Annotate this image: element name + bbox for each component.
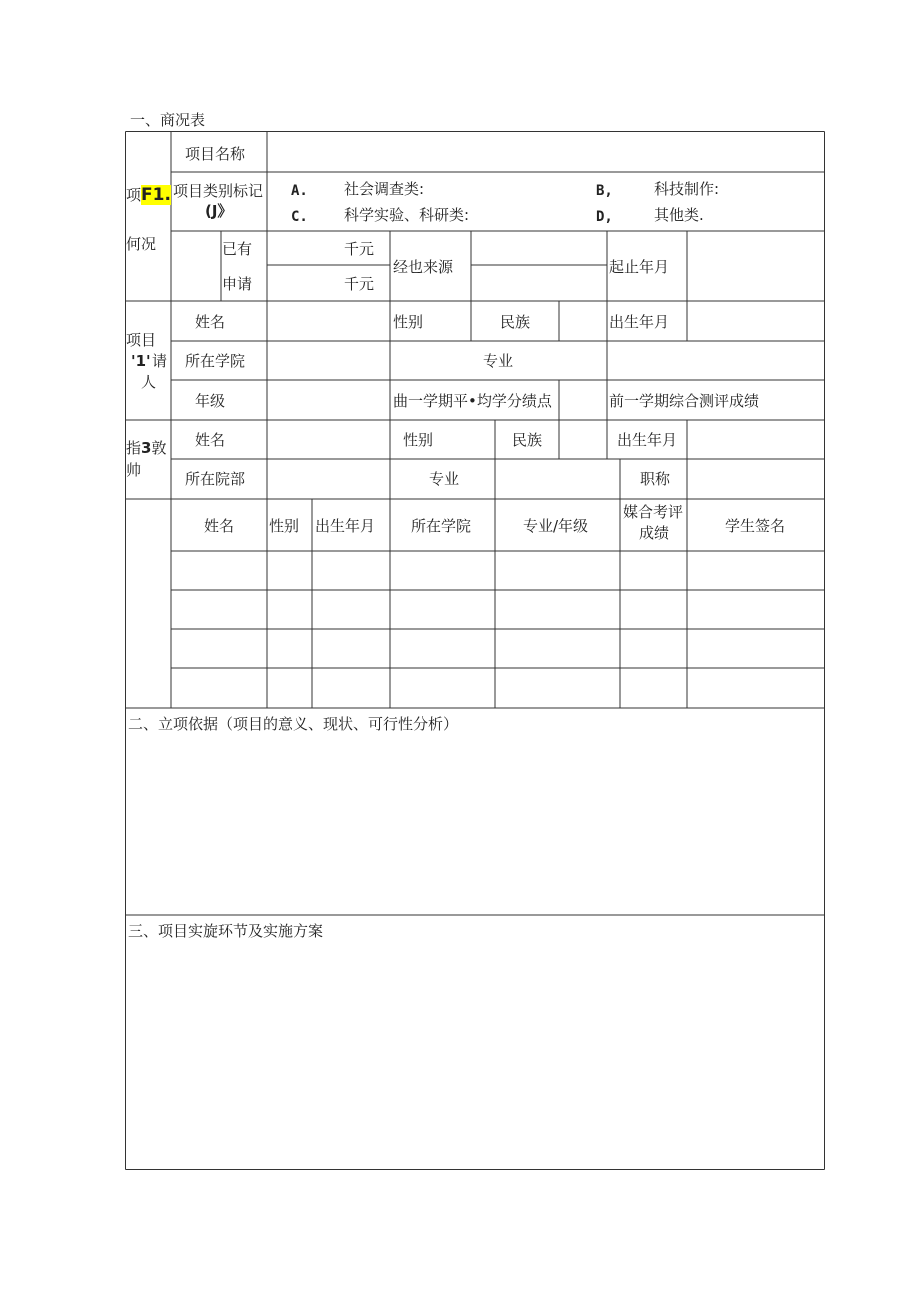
- project-side-label-2: 何况: [126, 235, 157, 253]
- option-a-letter: A.: [291, 183, 308, 199]
- application-form-table: [125, 131, 825, 1170]
- applicant-side-label-3: 请: [152, 352, 168, 370]
- advisor-gender-label: 性别: [403, 431, 434, 449]
- period-label: 起止年月: [609, 258, 670, 276]
- members-header-name: 姓名: [204, 517, 235, 535]
- applied-funds-label: 申请: [222, 275, 253, 293]
- applicant-side-label-2: '1': [131, 352, 151, 370]
- option-c-letter: C.: [291, 209, 308, 225]
- advisor-dept-label: 所在院部: [185, 470, 246, 488]
- applicant-side-label-4: 人: [141, 373, 157, 391]
- option-d-letter: D,: [596, 209, 613, 225]
- advisor-birth-label: 出生年月: [617, 431, 678, 449]
- advisor-title-label: 职称: [640, 470, 671, 488]
- section3-title: 三、项目实旋环节及实施方案: [128, 922, 324, 940]
- option-c-text: 科学实验、科研类:: [344, 206, 470, 224]
- funding-source-label: 经也来源: [393, 258, 454, 276]
- applicant-gender-label: 性别: [393, 313, 424, 331]
- existing-funds-unit: 千元: [344, 240, 375, 258]
- category-label: 项目类别标记: [173, 182, 264, 200]
- members-header-college: 所在学院: [411, 517, 472, 535]
- applicant-ethnicity-label: 民族: [500, 313, 531, 331]
- members-header-signature: 学生签名: [725, 517, 786, 535]
- members-header-major: 专业/年级: [523, 517, 589, 535]
- category-label-2: (J》: [205, 202, 233, 220]
- applied-funds-unit: 千元: [344, 275, 375, 293]
- applicant-gpa-label: 曲一学期平•均学分绩点: [393, 392, 552, 410]
- advisor-ethnicity-label: 民族: [512, 431, 543, 449]
- option-d-text: 其他类.: [654, 206, 704, 224]
- option-b-letter: B,: [596, 183, 613, 199]
- advisor-side-label-2: 帅: [126, 461, 142, 479]
- members-header-birth: 出生年月: [315, 517, 376, 535]
- section2-title: 二、立项依据（项目的意义、现状、可行性分析）: [128, 715, 459, 733]
- applicant-side-label-1: 项目: [126, 331, 157, 349]
- members-header-eval-1: 媒合考评: [623, 503, 684, 521]
- existing-funds-label: 已有: [222, 240, 253, 258]
- applicant-college-label: 所在学院: [185, 352, 246, 370]
- form-heading: 一、商况表: [130, 111, 206, 129]
- applicant-eval-label: 前一学期综合测评成绩: [609, 392, 760, 410]
- advisor-major-label: 专业: [429, 470, 460, 488]
- project-side-label: 项F1.: [126, 185, 171, 205]
- applicant-name-label: 姓名: [195, 313, 226, 331]
- applicant-grade-label: 年级: [195, 392, 226, 410]
- members-header-eval-2: 成绩: [639, 524, 670, 542]
- advisor-side-label: 指3敦: [126, 439, 167, 457]
- option-b-text: 科技制作:: [654, 180, 720, 198]
- project-name-label: 项目名称: [185, 145, 246, 163]
- applicant-major-label: 专业: [483, 352, 514, 370]
- applicant-birth-label: 出生年月: [609, 313, 670, 331]
- advisor-name-label: 姓名: [195, 431, 226, 449]
- members-header-gender: 性别: [269, 517, 300, 535]
- option-a-text: 社会调查类:: [344, 180, 425, 198]
